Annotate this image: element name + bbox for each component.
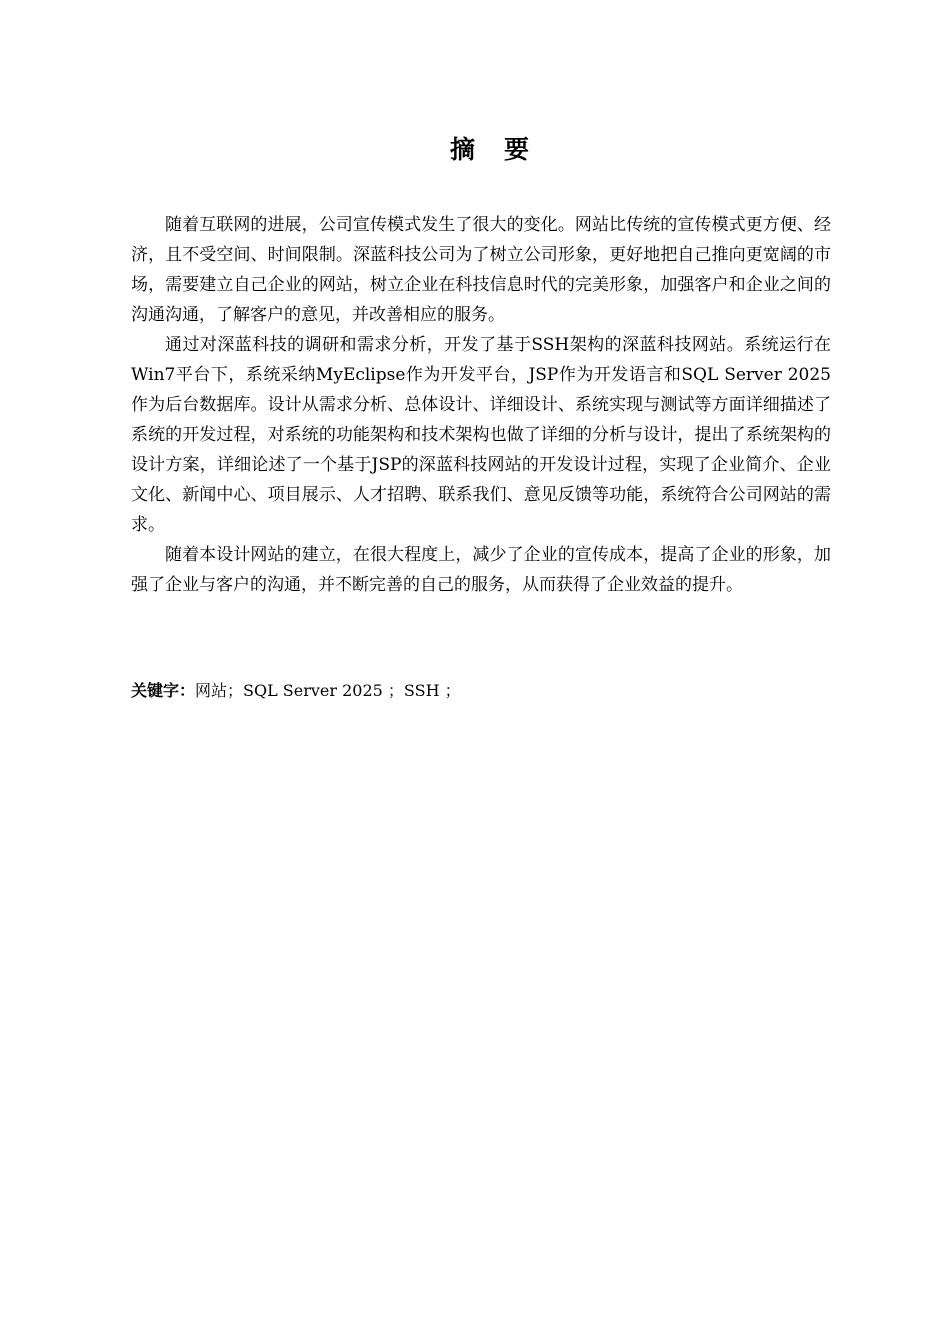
abstract-body: [131, 210, 831, 600]
abstract-title: 摘要: [449, 135, 558, 164]
keywords-line: [131, 677, 831, 705]
keywords-label: 关键字：: [131, 681, 196, 700]
abstract-paragraph: 随着本设计网站的建立，在很大程度上，减少了企业的宣传成本，提高了企业的形象，加强了企业与客户的沟通，并不断完善的自己的服务，从而获得了企业效益的提升。: [131, 545, 831, 595]
keywords-value: 网站；SQL Server 2025 ；SSH ；: [195, 681, 461, 700]
abstract-paragraph: 随着互联网的进展，公司宣传模式发生了很大的变化。网站比传统的宣传模式更方便、经济，且不受空间、时间限制。深蓝科技公司为了树立公司形象，更好地把自己推向更宽阔的市场，需要建立自己企业的网站，树立企业在科技信息时代的完美形象，加强客户和企业之间的沟通沟通，了解客户的意见，并改善相应的服务。: [131, 215, 831, 325]
abstract-paragraph: 通过对深蓝科技的调研和需求分析，开发了基于SSH架构的深蓝科技网站。系统运行在Win7平台下，系统采纳MyEclipse作为开发平台，JSP作为开发语言和SQL Server 2025作为后台数据库。设计从需求分析、总体设计、详细设计、系统实现与测试等方面详细描述了系统的开发过程，对系统的功能架构和技术架构也做了详细的分析与设计，提出了系统架构的设计方案，详细论述了一个基于JSP的深蓝科技网站的开发设计过程，实现了企业简介、企业文化、新闻中心、项目展示、人才招聘、联系我们、意见反馈等功能，系统符合公司网站的需求。: [131, 335, 831, 535]
